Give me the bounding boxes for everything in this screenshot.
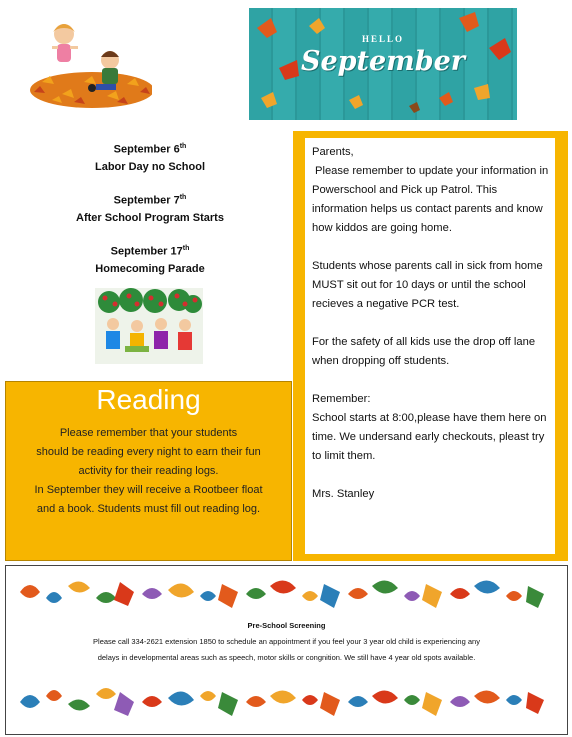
screening-body	[30, 634, 543, 666]
hello-september-banner	[249, 8, 517, 120]
parents-remember-title: Remember:	[312, 393, 371, 405]
reading-line: In September they will receive a Rootbeer float	[34, 484, 263, 496]
parents-notice-text	[312, 143, 552, 523]
reading-section	[5, 381, 292, 561]
reading-line: Please remember that your students	[59, 427, 238, 439]
event-item	[40, 138, 260, 176]
reading-line: activity for their reading logs.	[78, 465, 219, 477]
event-date: September 6	[113, 143, 180, 156]
reading-line: and a book. Students must fill out reading log.	[36, 503, 261, 515]
screening-line: delays in developmental areas such as speech, motor skills or congnition. We still have 4 year old spots available.	[97, 653, 476, 662]
autumn-leaf-border-bottom	[12, 678, 560, 722]
banner-hello-text: HELLO	[361, 34, 404, 44]
reading-body	[12, 424, 285, 519]
parents-paragraph-3: For the safety of all kids use the drop off lane when dropping off students.	[312, 336, 536, 367]
autumn-leaf-border-top	[12, 572, 560, 616]
event-item	[40, 240, 260, 278]
parents-paragraph-2: Students whose parents call in sick from home MUST sit out for 10 days or until the school recieves a negative PCR test.	[312, 260, 543, 310]
parents-greeting: Parents,	[312, 146, 354, 158]
parents-paragraph-1: Please remember to update your information in Powerschool and Pick up Patrol. This information helps us contact parents and know how kiddos are going home.	[312, 165, 549, 234]
kids-under-trees-illustration	[95, 288, 203, 364]
reading-line: should be reading every night to earn their fun	[36, 446, 261, 458]
screening-line: Please call 334-2621 extension 1850 to schedule an appointment if you feel your 3 year old child is experiencing any	[93, 637, 480, 646]
parents-signature: Mrs. Stanley	[312, 488, 375, 500]
event-date: September 17	[110, 245, 183, 258]
event-description: After School Program Starts	[76, 211, 224, 224]
banner-month-text: September	[300, 46, 466, 77]
event-description: Homecoming Parade	[95, 262, 205, 275]
parents-paragraph-4: School starts at 8:00,please have them here on time. We undersand early checkouts, pleast try to limit them.	[312, 412, 547, 462]
event-date-suffix: th	[179, 143, 187, 150]
screening-title: Pre-School Screening	[247, 621, 326, 630]
kids-in-leaves-illustration	[22, 12, 152, 112]
event-description: Labor Day no School	[94, 160, 205, 173]
event-item	[40, 189, 260, 227]
event-date-suffix: th	[179, 194, 187, 201]
reading-title: Reading	[96, 384, 201, 415]
event-date: September 7	[113, 194, 180, 207]
event-date-suffix: th	[182, 245, 190, 252]
